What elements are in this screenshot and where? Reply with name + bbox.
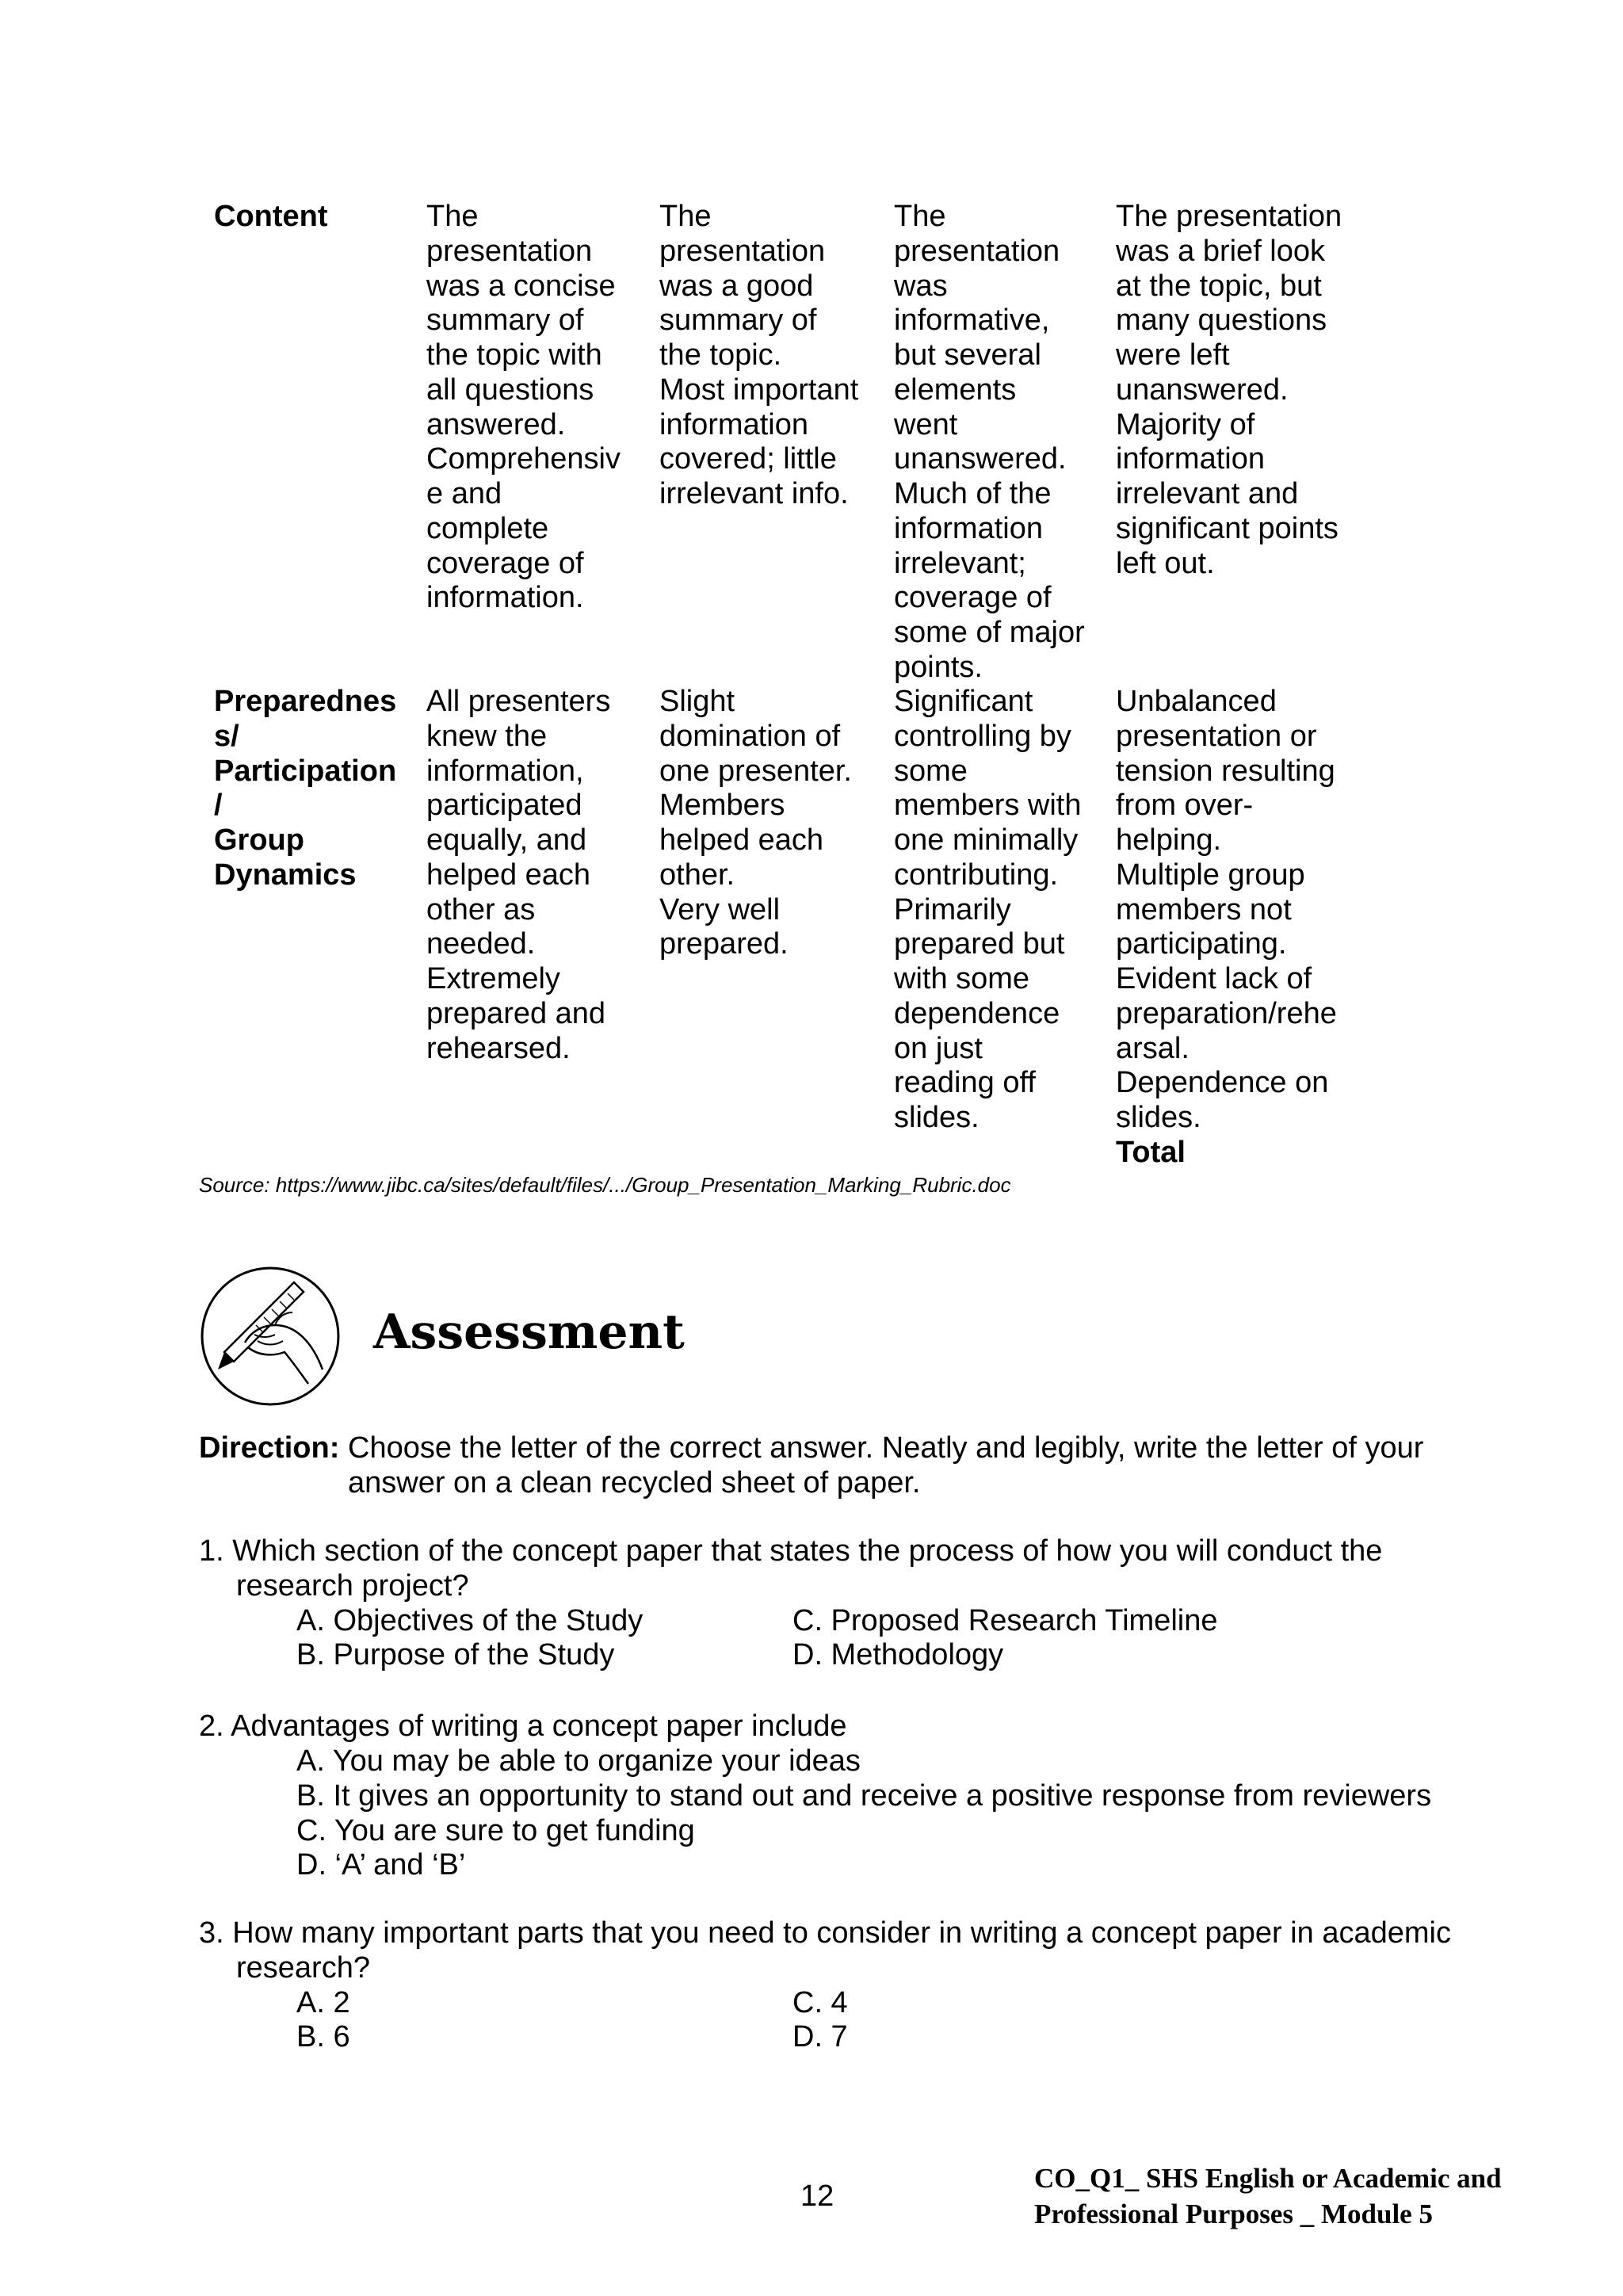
module-code-line-2: Professional Purposes _ Module 5 [1034,2199,1433,2229]
option-d: D. Methodology [792,1638,1004,1671]
question-stem-cont: research project? [236,1569,469,1603]
option-a: A. Objectives of the Study [296,1604,643,1637]
rubric-cell-preparedness-level-2: Slight domination of one presenter. Members helped each other. Very well prepared. [659,685,852,961]
option-d: D. 7 [792,2020,848,2053]
option-c: C. You are sure to get funding [296,1814,695,1847]
rubric-cell-preparedness-level-4: Unbalanced presentation or tension resulting from over- helping. Multiple group members not participating. Evident lack of preparation/rehe arsal. Dependence on slides. [1116,685,1337,1134]
module-code-line-1: CO_Q1_ SHS English or Academic and [1034,2163,1502,2194]
rubric-cell-content-level-3: The presentation was informative, but several elements went unanswered. Much of the information irrelevant; coverage of some of major points. [894,200,1085,684]
rubric-cell-content-level-2: The presentation was a good summary of the topic. Most important information covered; little irrelevant info. [659,200,859,510]
rubric-cell-content-level-4: The presentation was a brief look at the topic, but many questions were left unanswered. Majority of information irrelevant and significant points left out. [1116,200,1342,580]
rubric-cell-preparedness-level-1: All presenters knew the information, participated equally, and helped each other as needed. Extremely prepared and rehearsed. [426,685,611,1065]
criterion-preparedness: Preparednes s/ Participation / Group Dynamics [214,685,397,892]
rubric-cell-preparedness-level-3: Significant controlling by some members with one minimally contributing. Primarily prepared but with some dependence on just reading off slides. [894,685,1082,1134]
writing-hand-icon [199,1265,342,1408]
rubric-cell-content-level-1: The presentation was a concise summary of the topic with all questions answered. Comprehensiv e and complete coverage of information. [426,200,621,615]
direction-text-cont: answer on a clean recycled sheet of paper. [348,1466,921,1499]
page-number: 12 [800,2179,834,2213]
option-c: C. Proposed Research Timeline [792,1604,1218,1637]
option-b: B. 6 [296,2020,350,2053]
question-stem-cont: research? [236,1951,370,1985]
option-b: B. It gives an opportunity to stand out and receive a positive response from reviewers [296,1779,1432,1813]
option-a: A. 2 [296,1986,350,2019]
direction-label: Direction: [199,1431,340,1465]
option-a: A. You may be able to organize your ideas [296,1744,861,1778]
assessment-heading: Assessment [373,1305,685,1360]
question-stem: 1. Which section of the concept paper that states the process of how you will conduct the [199,1534,1383,1568]
criterion-content: Content [214,200,328,233]
question-stem: 2. Advantages of writing a concept paper include [199,1710,847,1743]
question-stem: 3. How many important parts that you need to consider in writing a concept paper in academic [199,1916,1451,1950]
option-d: D. ‘A’ and ‘B’ [296,1848,466,1881]
option-c: C. 4 [792,1986,848,2019]
option-b: B. Purpose of the Study [296,1638,615,1671]
direction-text: Choose the letter of the correct answer. Neatly and legibly, write the letter of your [348,1431,1424,1465]
rubric-source: Source: https://www.jibc.ca/sites/default/files/.../Group_Presentation_Marking_Rubric.doc [199,1173,1011,1197]
total-label: Total [1116,1136,1186,1169]
